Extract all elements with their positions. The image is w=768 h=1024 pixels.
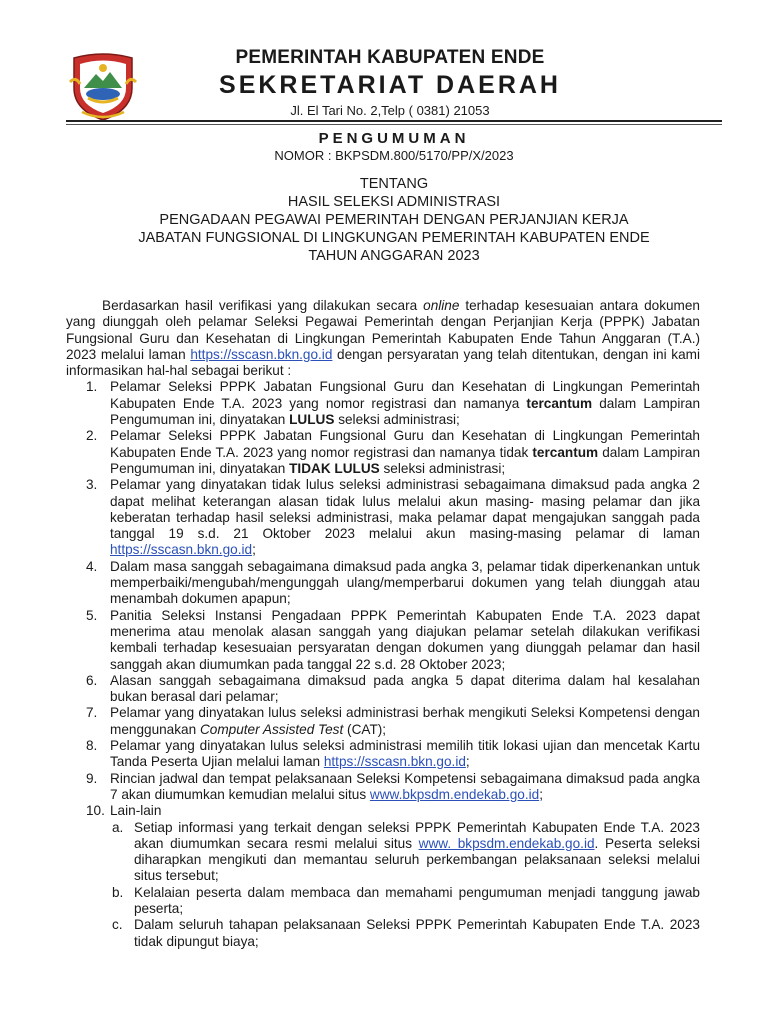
regency-coat-of-arms-icon <box>66 48 140 122</box>
sub-item-letter: a. <box>112 819 124 835</box>
item-bold: tercantum <box>526 395 593 411</box>
list-item-8 <box>66 738 700 771</box>
sscasn-link[interactable]: https://sscasn.bkn.go.id <box>323 754 466 770</box>
item-text: dalam Lampiran Pengumuman ini, dinyatakan <box>110 444 701 476</box>
item-number: 1. <box>86 379 98 395</box>
list-item-2 <box>66 428 700 477</box>
bkpsdm-link[interactable]: www.bkpsdm.endekab.go.id <box>369 786 540 802</box>
subject-line-2: PENGADAAN PEGAWAI PEMERINTAH DENGAN PERJANJIAN KERJA <box>159 212 629 228</box>
item-text: Rincian jadwal dan tempat pelaksanaan Seleksi Kompetensi sebagaimana dimaksud pada angka 7 akan diumumkan kemudian melalui situs <box>110 770 700 802</box>
subject-line-4: TAHUN ANGGARAN 2023 <box>308 248 480 264</box>
item-number: 8. <box>86 738 98 754</box>
item-text: Pelamar yang dinyatakan tidak lulus seleksi administrasi sebagaimana dimaksud pada angka 2 dapat melihat keterangan alasan tidak lulus melalui akun masing- masing pelamar dan jika keberatan terhadap hasil seleksi administrasi, maka pelamar dapat mengajukan sanggah pada tanggal 19 s.d. 21 Oktober 2023 melalui akun masing-masing pelamar di laman <box>110 477 700 542</box>
item-text: Lain-lain <box>110 803 162 819</box>
list-item-6 <box>66 673 700 706</box>
item-text: seleksi administrasi; <box>334 412 460 428</box>
item-text: Dalam masa sanggah sebagaimana dimaksud pada angka 3, pelamar tidak diperkenankan untuk memperbaiki/mengubah/mengunggah ulang/memperbarui dokumen yang telah diunggah atau menambah dokumen apapun; <box>110 558 700 607</box>
government-name: PEMERINTAH KABUPATEN ENDE <box>235 47 545 68</box>
item-bold: tercantum <box>532 444 599 460</box>
sub-item-a <box>110 820 700 885</box>
item-text: seleksi administrasi; <box>379 460 506 476</box>
list-item-3 <box>66 477 700 558</box>
announcement-title-block <box>66 129 722 265</box>
announcement-heading: PENGUMUMAN <box>318 130 470 147</box>
item-number: 7. <box>86 705 98 721</box>
intro-text-2: terhadap kesesuaian antara dokumen yang diunggah oleh pelamar Seleksi Pegawai Pemerintah dengan Perjanjian Kerja (PPPK) Jabatan Fungsional Guru dan Kesehatan di Lingkungan Pemerintah Kabupaten Ende Tahun Anggaran (T.A.) 2023 melalui laman <box>66 298 700 362</box>
item-number: 5. <box>86 607 98 623</box>
subject-about: TENTANG <box>359 176 429 192</box>
announcement-subject <box>66 175 722 265</box>
sub-item-text: Dalam seluruh tahapan pelaksanaan Seleksi PPPK Pemerintah Kabupaten Ende T.A. 2023 tidak dipungut biaya; <box>134 917 700 949</box>
announcement-body <box>66 298 700 950</box>
office-address: Jl. El Tari No. 2,Telp ( 0381) 21053 <box>290 103 490 118</box>
item-text: Pelamar Seleksi PPPK Jabatan Fungsional Guru dan Kesehatan di Lingkungan Pemerintah Kabupaten Ende T.A. 2023 yang nomor registrasi dan namanya tidak <box>110 428 700 460</box>
item-text: Pelamar yang dinyatakan lulus seleksi administrasi memilih titik lokasi ujian dan mencetak Kartu Tanda Peserta Ujian melalui laman <box>110 738 700 770</box>
list-item-10 <box>66 803 700 950</box>
letterhead-rule-thin <box>66 124 722 125</box>
item-number: 6. <box>86 672 98 688</box>
letterhead-rule-thick <box>66 120 722 122</box>
list-item-1 <box>66 379 700 428</box>
list-item-4 <box>66 559 700 608</box>
item-text: ; <box>465 754 470 770</box>
item-bold-status: LULUS <box>289 412 335 428</box>
sub-item-text: Setiap informasi yang terkait dengan seleksi PPPK Pemerintah Kabupaten Ende T.A. 2023 akan diumumkan secara resmi melalui situs <box>134 819 700 851</box>
item-text: (CAT); <box>343 721 387 737</box>
list-item-5 <box>66 608 700 673</box>
item-text: Pelamar yang dinyatakan lulus seleksi administrasi berhak mengikuti Seleksi Kompetensi dengan menggunakan <box>110 705 700 737</box>
sub-item-letter: b. <box>112 884 124 900</box>
subject-line-3: JABATAN FUNGSIONAL DI LINGKUNGAN PEMERINTAH KABUPATEN ENDE <box>138 230 650 246</box>
sub-items <box>110 820 700 950</box>
subject-line-1: HASIL SELEKSI ADMINISTRASI <box>287 194 501 210</box>
item-number: 4. <box>86 558 98 574</box>
item-number: 10. <box>86 803 105 819</box>
sub-item-letter: c. <box>112 917 123 933</box>
item-text: Panitia Seleksi Instansi Pengadaan PPPK Pemerintah Kabupaten Ende T.A. 2023 dapat menerima atau menolak alasan sanggah yang diajukan pelamar setelah dilakukan verifikasi kembali terhadap kesesuaian persyaratan dengan dokumen yang diunggah pelamar dan hasil sanggah akan diumumkan pada tanggal 22 s.d. 28 Oktober 2023; <box>110 607 700 672</box>
office-name: SEKRETARIAT DAERAH <box>219 71 561 99</box>
letterhead <box>180 47 600 119</box>
intro-text-1: Berdasarkan hasil verifikasi yang dilakukan secara <box>102 298 424 313</box>
item-number: 2. <box>86 428 98 444</box>
item-text: Pelamar Seleksi PPPK Jabatan Fungsional Guru dan Kesehatan di Lingkungan Pemerintah Kabupaten Ende T.A. 2023 yang nomor registrasi dan namanya <box>110 379 700 411</box>
intro-paragraph <box>66 298 700 379</box>
sub-item-c <box>110 917 700 950</box>
item-text: Alasan sanggah sebagaimana dimaksud pada angka 5 dapat diterima dalam hal kesalahan bukan berasal dari pelamar; <box>110 672 700 705</box>
item-number: 3. <box>86 477 98 493</box>
item-number: 9. <box>86 770 98 786</box>
list-item-9 <box>66 771 700 804</box>
announcement-items <box>66 379 700 949</box>
announcement-number: NOMOR : BKPSDM.800/5170/PP/X/2023 <box>274 148 514 163</box>
item-text: dalam Lampiran Pengumuman ini, dinyatakan <box>110 395 701 428</box>
bkpsdm-link[interactable]: www. bkpsdm.endekab.go.id <box>418 835 595 851</box>
item-text: ; <box>252 542 256 558</box>
item-bold-status: TIDAK LULUS <box>289 460 380 476</box>
sub-item-text: Kelalaian peserta dalam membaca dan memahami pengumuman menjadi tanggung jawab peserta; <box>134 884 700 916</box>
intro-text-3: dengan persyaratan yang telah ditentukan, dengan ini kami informasikan hal-hal sebagai berikut : <box>66 346 700 379</box>
item-text: ; <box>539 786 543 802</box>
intro-emphasis: online <box>423 298 460 313</box>
sscasn-link[interactable]: https://sscasn.bkn.go.id <box>110 542 253 558</box>
sub-item-b <box>110 885 700 918</box>
sub-item-text: . Peserta seleksi diharapkan mengikuti dan memantau seluruh perkembangan pelaksanaan seleksi melalui situs tersebut; <box>134 835 700 884</box>
sscasn-link[interactable]: https://sscasn.bkn.go.id <box>190 346 333 362</box>
item-emphasis: Computer Assisted Test <box>199 721 344 737</box>
list-item-7 <box>66 705 700 738</box>
